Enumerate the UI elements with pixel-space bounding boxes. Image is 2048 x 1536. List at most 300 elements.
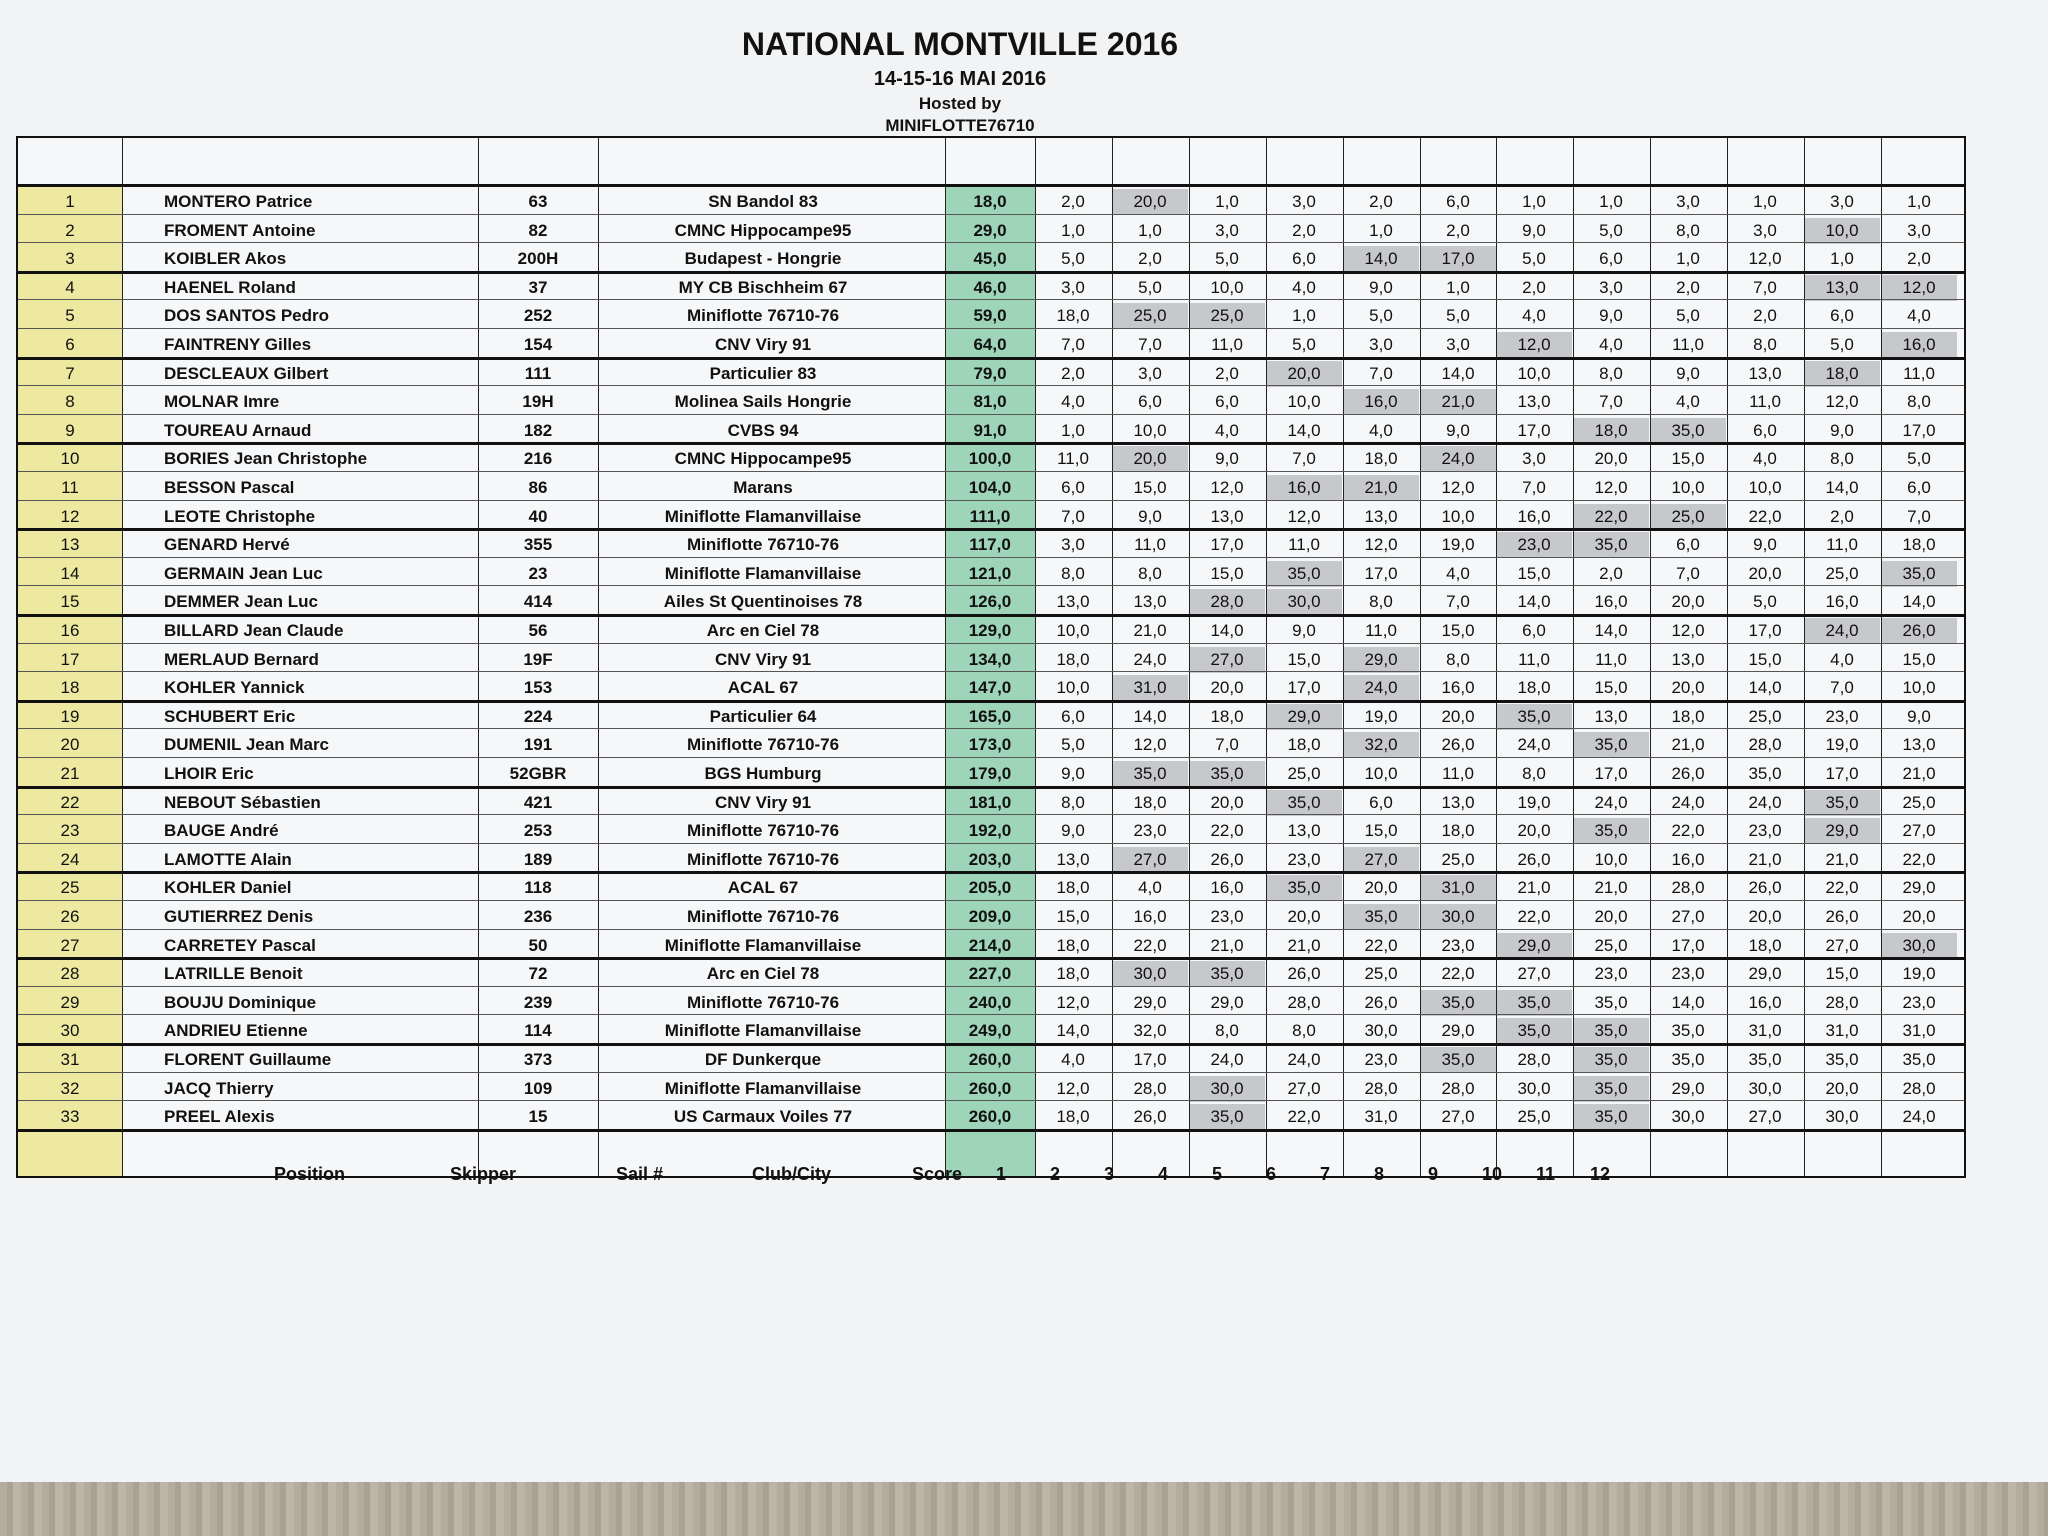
club-cell: Miniflotte 76710-76 [686, 821, 840, 841]
race-result-cell: 26,0 [1210, 849, 1244, 869]
race-result-cell: 13,0 [1748, 363, 1782, 383]
race-result-cell: 11,0 [1672, 335, 1704, 354]
race-result-cell: 22,0 [1671, 821, 1705, 841]
race-result-cell: 6,0 [1522, 621, 1546, 640]
score-cell: 111,0 [969, 506, 1011, 526]
table-row [18, 817, 1968, 845]
skipper-cell: DOS SANTOS Pedro [164, 306, 329, 326]
race-result-cell: 7,0 [1522, 478, 1546, 497]
race-result-cell: 5,0 [1061, 249, 1085, 269]
race-result-cell: 15,0 [1287, 649, 1321, 669]
sail-cell: 355 [523, 535, 553, 555]
race-result-cell: 17,0 [1210, 535, 1244, 555]
race-result-cell: 16,0 [1748, 992, 1782, 1012]
race-result-cell: 11,0 [1365, 621, 1397, 640]
sail-cell: 253 [523, 821, 553, 841]
race-result-cell: 22,0 [1748, 506, 1782, 526]
race-result-cell: 25,0 [1517, 1107, 1551, 1127]
race-result-cell: 20,0 [1133, 192, 1167, 211]
race-result-cell: 2,0 [1676, 277, 1700, 297]
race-result-cell: 24,0 [1517, 735, 1551, 755]
race-result-cell: 23,0 [1671, 964, 1705, 984]
race-result-cell: 26,0 [1517, 849, 1551, 869]
sail-cell: 182 [523, 420, 553, 440]
race-result-cell: 17,0 [1748, 621, 1782, 640]
sail-cell: 19F [523, 649, 553, 669]
table-row [18, 846, 1968, 874]
sail-cell: 52GBR [509, 764, 567, 783]
race-result-cell: 3,0 [1753, 220, 1777, 240]
race-result-cell: 30,0 [1748, 1078, 1782, 1098]
race-result-cell: 22,0 [1133, 935, 1167, 955]
race-result-cell: 12,0 [1517, 335, 1551, 354]
race-result-cell: 5,0 [1522, 249, 1546, 269]
results-table [16, 136, 1966, 1178]
club-cell: Particulier 83 [709, 363, 817, 383]
race-result-cell: 4,0 [1599, 335, 1623, 354]
race-result-cell: 35,0 [1671, 420, 1705, 440]
score-cell: 192,0 [968, 821, 1012, 841]
race-result-cell: 35,0 [1287, 792, 1321, 812]
race-result-cell: 35,0 [1210, 964, 1244, 984]
position-cell: 25 [60, 878, 80, 898]
race-result-cell: 18,0 [1364, 449, 1398, 469]
club-cell: Arc en Ciel 78 [706, 964, 820, 984]
race-result-cell: 2,0 [1061, 363, 1085, 383]
sheet-title: NATIONAL MONTVILLE 2016 [741, 26, 1179, 62]
sail-cell: 111 [524, 363, 552, 383]
row-divider [18, 1014, 1964, 1015]
table-row [18, 360, 1968, 388]
skipper-cell: BOUJU Dominique [164, 992, 317, 1012]
skipper-cell: JACQ Thierry [164, 1078, 274, 1098]
race-result-cell: 10,0 [1133, 420, 1167, 440]
race-result-cell: 28,0 [1287, 992, 1321, 1012]
race-result-cell: 4,0 [1830, 649, 1854, 669]
race-result-cell: 21,0 [1902, 764, 1936, 783]
row-divider [18, 643, 1964, 644]
score-cell: 214,0 [968, 935, 1012, 955]
race-result-cell: 3,0 [1907, 220, 1931, 240]
race-result-cell: 15,0 [1517, 563, 1551, 583]
race-result-cell: 24,0 [1594, 792, 1628, 812]
row-divider [18, 299, 1964, 300]
race-result-cell: 24,0 [1210, 1050, 1244, 1069]
race-result-cell: 6,0 [1138, 392, 1162, 412]
table-row [18, 903, 1968, 931]
race-result-cell: 4,0 [1292, 277, 1316, 297]
race-result-cell: 28,0 [1517, 1050, 1551, 1069]
race-result-cell: 9,0 [1215, 449, 1239, 469]
race-result-cell: 12,0 [1210, 478, 1244, 497]
club-cell: Miniflotte Flamanvillaise [664, 1078, 862, 1098]
floor [0, 1482, 2048, 1536]
race-number-label: 11 [1536, 1164, 1556, 1184]
race-result-cell: 5,0 [1061, 735, 1085, 755]
race-result-cell: 5,0 [1907, 449, 1931, 469]
race-result-cell: 12,0 [1825, 392, 1859, 412]
race-result-cell: 25,0 [1671, 506, 1705, 526]
race-result-cell: 30,0 [1133, 964, 1167, 984]
race-result-cell: 6,0 [1061, 706, 1085, 726]
race-result-cell: 3,0 [1061, 535, 1085, 555]
race-result-cell: 35,0 [1748, 1050, 1782, 1069]
race-result-cell: 29,0 [1364, 649, 1398, 669]
race-result-cell: 4,0 [1446, 563, 1470, 583]
race-result-cell: 3,0 [1446, 335, 1470, 354]
sail-cell: 373 [523, 1050, 553, 1069]
race-result-cell: 32,0 [1133, 1021, 1167, 1041]
hosted-by-label: Hosted by [918, 94, 1002, 113]
race-result-cell: 8,0 [1292, 1021, 1316, 1041]
race-result-cell: 2,0 [1138, 249, 1162, 269]
race-result-cell: 23,0 [1902, 992, 1936, 1012]
race-result-cell: 29,0 [1210, 992, 1244, 1012]
race-result-cell: 13,0 [1594, 706, 1628, 726]
club-cell: Miniflotte 76710-76 [686, 735, 840, 755]
score-cell: 179,0 [968, 764, 1012, 783]
table-row [18, 646, 1968, 674]
race-result-cell: 17,0 [1671, 935, 1705, 955]
race-result-cell: 3,0 [1138, 363, 1162, 383]
position-cell: 1 [65, 192, 75, 211]
race-result-cell: 15,0 [1902, 649, 1936, 669]
sail-cell: 56 [528, 621, 548, 640]
race-number-label: 5 [1212, 1164, 1223, 1184]
race-result-cell: 3,0 [1599, 277, 1623, 297]
race-result-cell: 7,0 [1907, 506, 1931, 526]
score-cell: 209,0 [968, 907, 1012, 926]
club-cell: Miniflotte 76710-76 [686, 535, 840, 555]
position-cell: 15 [60, 592, 80, 612]
race-result-cell: 27,0 [1748, 1107, 1782, 1127]
club-cell: US Carmaux Voiles 77 [673, 1107, 853, 1127]
table-row [18, 388, 1968, 416]
table-row [18, 503, 1968, 531]
race-result-cell: 20,0 [1133, 449, 1167, 469]
club-cell: Miniflotte Flamanvillaise [664, 935, 862, 955]
skipper-cell: DUMENIL Jean Marc [164, 735, 330, 755]
race-result-cell: 12,0 [1364, 535, 1398, 555]
race-result-cell: 35,0 [1902, 1050, 1936, 1069]
position-header: Position [274, 1164, 345, 1184]
score-cell: 173,0 [968, 735, 1012, 755]
position-cell: 28 [60, 964, 80, 984]
race-result-cell: 14,0 [1210, 621, 1244, 640]
race-result-cell: 5,0 [1599, 220, 1623, 240]
race-result-cell: 14,0 [1441, 363, 1475, 383]
position-cell: 14 [60, 563, 80, 583]
race-result-cell: 8,0 [1061, 563, 1085, 583]
skipper-cell: NEBOUT Sébastien [164, 792, 321, 812]
score-cell: 260,0 [968, 1078, 1012, 1098]
sail-cell: 109 [523, 1078, 553, 1098]
table-row [18, 560, 1968, 588]
club-cell: Miniflotte Flamanvillaise [664, 506, 862, 526]
position-cell: 17 [60, 649, 80, 669]
skipper-cell: LHOIR Eric [164, 764, 254, 783]
race-result-cell: 20,0 [1594, 907, 1628, 926]
race-result-cell: 17,0 [1364, 563, 1398, 583]
skipper-cell: DEMMER Jean Luc [164, 592, 318, 612]
race-result-cell: 20,0 [1825, 1078, 1859, 1098]
race-result-cell: 21,0 [1748, 849, 1782, 869]
race-result-cell: 4,0 [1522, 306, 1546, 326]
score-cell: 46,0 [973, 277, 1007, 297]
race-result-cell: 35,0 [1594, 535, 1628, 555]
race-result-cell: 12,0 [1056, 992, 1090, 1012]
race-result-cell: 12,0 [1594, 478, 1628, 497]
score-cell: 121,0 [968, 563, 1012, 583]
position-cell: 20 [60, 735, 80, 755]
race-result-cell: 24,0 [1133, 649, 1167, 669]
race-result-cell: 15,0 [1671, 449, 1705, 469]
race-result-cell: 9,0 [1522, 220, 1546, 240]
position-cell: 31 [60, 1050, 80, 1069]
race-result-cell: 19,0 [1902, 964, 1936, 984]
race-result-cell: 14,0 [1825, 478, 1859, 497]
score-cell: 165,0 [968, 706, 1012, 726]
race-result-cell: 35,0 [1594, 1021, 1628, 1041]
position-cell: 9 [65, 420, 75, 440]
race-result-cell: 13,0 [1210, 506, 1244, 526]
race-result-cell: 2,0 [1215, 363, 1239, 383]
race-result-cell: 8,0 [1215, 1021, 1239, 1041]
race-result-cell: 18,0 [1056, 649, 1090, 669]
race-result-cell: 18,0 [1133, 792, 1167, 812]
race-result-cell: 8,0 [1138, 563, 1162, 583]
race-result-cell: 27,0 [1441, 1107, 1475, 1127]
race-result-cell: 17,0 [1517, 420, 1551, 440]
race-result-cell: 14,0 [1364, 249, 1398, 269]
race-result-cell: 25,0 [1594, 935, 1628, 955]
position-cell: 13 [60, 535, 80, 555]
race-result-cell: 30,0 [1287, 592, 1321, 612]
skipper-cell: LATRILLE Benoit [164, 964, 303, 984]
race-result-cell: 12,0 [1056, 1078, 1090, 1098]
race-result-cell: 15,0 [1133, 478, 1167, 497]
race-result-cell: 1,0 [1599, 192, 1623, 211]
score-cell: 29,0 [973, 220, 1007, 240]
sail-cell: 82 [528, 220, 548, 240]
club-cell: Miniflotte 76710-76 [686, 907, 840, 926]
race-result-cell: 6,0 [1830, 306, 1854, 326]
position-cell: 19 [60, 706, 80, 726]
race-result-cell: 2,0 [1061, 192, 1085, 211]
race-result-cell: 14,0 [1287, 420, 1321, 440]
race-result-cell: 19,0 [1364, 706, 1398, 726]
position-cell: 12 [60, 506, 80, 526]
race-result-cell: 1,0 [1907, 192, 1931, 211]
race-result-cell: 7,0 [1753, 277, 1777, 297]
race-result-cell: 10,0 [1364, 764, 1398, 783]
race-result-cell: 8,0 [1830, 449, 1854, 469]
table-row [18, 474, 1968, 502]
skipper-cell: MERLAUD Bernard [164, 649, 319, 669]
skipper-cell: BESSON Pascal [164, 478, 295, 497]
race-result-cell: 25,0 [1902, 792, 1936, 812]
skipper-cell: LAMOTTE Alain [164, 849, 292, 869]
club-cell: CNV Viry 91 [714, 335, 812, 354]
position-cell: 27 [60, 935, 80, 955]
table-row [18, 1075, 1968, 1103]
score-cell: 126,0 [968, 592, 1012, 612]
table-row [18, 531, 1968, 559]
race-result-cell: 1,0 [1061, 220, 1085, 240]
race-result-cell: 1,0 [1446, 277, 1470, 297]
sail-cell: 50 [528, 935, 548, 955]
race-result-cell: 6,0 [1446, 192, 1470, 211]
race-result-cell: 23,0 [1594, 964, 1628, 984]
race-result-cell: 29,0 [1287, 706, 1321, 726]
race-result-cell: 10,0 [1056, 621, 1090, 640]
race-result-cell: 22,0 [1825, 878, 1859, 898]
race-result-cell: 8,0 [1522, 764, 1546, 783]
race-number-label: 4 [1158, 1164, 1169, 1184]
sail-cell: 252 [523, 306, 553, 326]
club-cell: BGS Humburg [704, 764, 822, 783]
club-cell: Molinea Sails Hongrie [674, 392, 852, 412]
race-result-cell: 29,0 [1441, 1021, 1475, 1041]
race-result-cell: 2,0 [1830, 506, 1854, 526]
race-number-label: 12 [1590, 1164, 1611, 1184]
race-result-cell: 14,0 [1902, 592, 1936, 612]
race-result-cell: 3,0 [1830, 192, 1854, 211]
race-result-cell: 15,0 [1825, 964, 1859, 984]
race-result-cell: 9,0 [1676, 363, 1700, 383]
race-result-cell: 35,0 [1594, 1050, 1628, 1069]
skipper-cell: BORIES Jean Christophe [164, 449, 368, 469]
table-row [18, 245, 1968, 273]
race-result-cell: 23,0 [1210, 907, 1244, 926]
row-divider [18, 1072, 1964, 1073]
sail-cell: 15 [528, 1107, 548, 1127]
club-cell: MY CB Bischheim 67 [678, 277, 848, 297]
race-result-cell: 28,0 [1748, 735, 1782, 755]
skipper-cell: MOLNAR Imre [164, 392, 280, 412]
race-result-cell: 27,0 [1287, 1078, 1321, 1098]
row-divider [18, 242, 1964, 243]
race-result-cell: 23,0 [1748, 821, 1782, 841]
race-result-cell: 16,0 [1671, 849, 1705, 869]
skipper-cell: GENARD Hervé [164, 535, 290, 555]
race-result-cell: 35,0 [1825, 1050, 1859, 1069]
race-result-cell: 4,0 [1138, 878, 1162, 898]
race-result-cell: 2,0 [1599, 563, 1623, 583]
race-result-cell: 21,0 [1517, 878, 1551, 898]
position-cell: 6 [65, 335, 75, 354]
race-result-cell: 4,0 [1061, 1050, 1085, 1069]
score-cell: 81,0 [973, 392, 1007, 412]
race-result-cell: 26,0 [1671, 764, 1705, 783]
race-result-cell: 22,0 [1441, 964, 1475, 984]
race-number-label: 3 [1104, 1164, 1115, 1184]
race-result-cell: 35,0 [1594, 1107, 1628, 1127]
race-result-cell: 9,0 [1369, 277, 1393, 297]
race-result-cell: 16,0 [1287, 478, 1321, 497]
race-result-cell: 12,0 [1671, 621, 1705, 640]
sail-cell: 191 [523, 735, 553, 755]
race-result-cell: 27,0 [1671, 907, 1705, 926]
position-cell: 29 [60, 992, 80, 1012]
race-result-cell: 18,0 [1517, 678, 1551, 698]
race-result-cell: 23,0 [1133, 821, 1167, 841]
race-result-cell: 3,0 [1292, 192, 1316, 211]
race-result-cell: 8,0 [1907, 392, 1931, 412]
race-result-cell: 31,0 [1364, 1107, 1398, 1127]
race-number-label: 7 [1320, 1164, 1331, 1184]
club-cell: Budapest - Hongrie [684, 249, 842, 269]
race-result-cell: 13,0 [1287, 821, 1321, 841]
race-result-cell: 10,0 [1441, 506, 1475, 526]
skipper-cell: CARRETEY Pascal [164, 935, 316, 955]
race-result-cell: 16,0 [1517, 506, 1551, 526]
club-cell: DF Dunkerque [704, 1050, 822, 1069]
race-result-cell: 14,0 [1056, 1021, 1090, 1041]
race-result-cell: 25,0 [1364, 964, 1398, 984]
race-result-cell: 16,0 [1902, 335, 1936, 354]
race-result-cell: 26,0 [1364, 992, 1398, 1012]
race-result-cell: 29,0 [1517, 935, 1551, 955]
race-result-cell: 35,0 [1748, 764, 1782, 783]
race-result-cell: 17,0 [1287, 678, 1321, 698]
club-cell: Miniflotte 76710-76 [686, 849, 840, 869]
race-result-cell: 30,0 [1441, 907, 1475, 926]
race-result-cell: 25,0 [1287, 764, 1321, 783]
race-result-cell: 21,0 [1825, 849, 1859, 869]
race-result-cell: 18,0 [1671, 706, 1705, 726]
race-result-cell: 22,0 [1287, 1107, 1321, 1127]
race-result-cell: 26,0 [1287, 964, 1321, 984]
race-result-cell: 11,0 [1134, 535, 1166, 555]
race-result-cell: 18,0 [1056, 1107, 1090, 1127]
position-cell: 32 [60, 1078, 80, 1098]
race-number-label: 1 [996, 1164, 1007, 1184]
race-result-cell: 18,0 [1902, 535, 1936, 555]
race-result-cell: 11,0 [1288, 535, 1320, 555]
club-cell: Miniflotte 76710-76 [686, 992, 840, 1012]
sail-cell: 153 [523, 678, 553, 698]
race-result-cell: 27,0 [1902, 821, 1936, 841]
club-cell: ACAL 67 [727, 678, 799, 698]
race-result-cell: 24,0 [1902, 1107, 1936, 1127]
race-result-cell: 21,0 [1364, 478, 1398, 497]
race-result-cell: 13,0 [1133, 592, 1167, 612]
race-result-cell: 9,0 [1446, 420, 1470, 440]
race-result-cell: 19,0 [1517, 792, 1551, 812]
skipper-cell: BAUGE André [164, 821, 279, 841]
race-result-cell: 13,0 [1056, 592, 1090, 612]
race-result-cell: 7,0 [1138, 335, 1162, 354]
race-result-cell: 1,0 [1061, 420, 1085, 440]
race-result-cell: 17,0 [1594, 764, 1628, 783]
skipper-cell: KOHLER Yannick [164, 678, 305, 698]
row-divider [18, 757, 1964, 758]
row-divider [18, 929, 1964, 930]
race-result-cell: 20,0 [1210, 678, 1244, 698]
row-divider [18, 986, 1964, 987]
race-result-cell: 13,0 [1902, 735, 1936, 755]
race-result-cell: 4,0 [1369, 420, 1393, 440]
club-cell: CVBS 94 [727, 420, 799, 440]
table-row [18, 789, 1968, 817]
race-result-cell: 31,0 [1825, 1021, 1859, 1041]
score-cell: 91,0 [973, 420, 1007, 440]
race-result-cell: 5,0 [1138, 277, 1162, 297]
race-result-cell: 29,0 [1825, 821, 1859, 841]
score-cell: 100,0 [968, 449, 1012, 469]
race-result-cell: 21,0 [1133, 621, 1167, 640]
